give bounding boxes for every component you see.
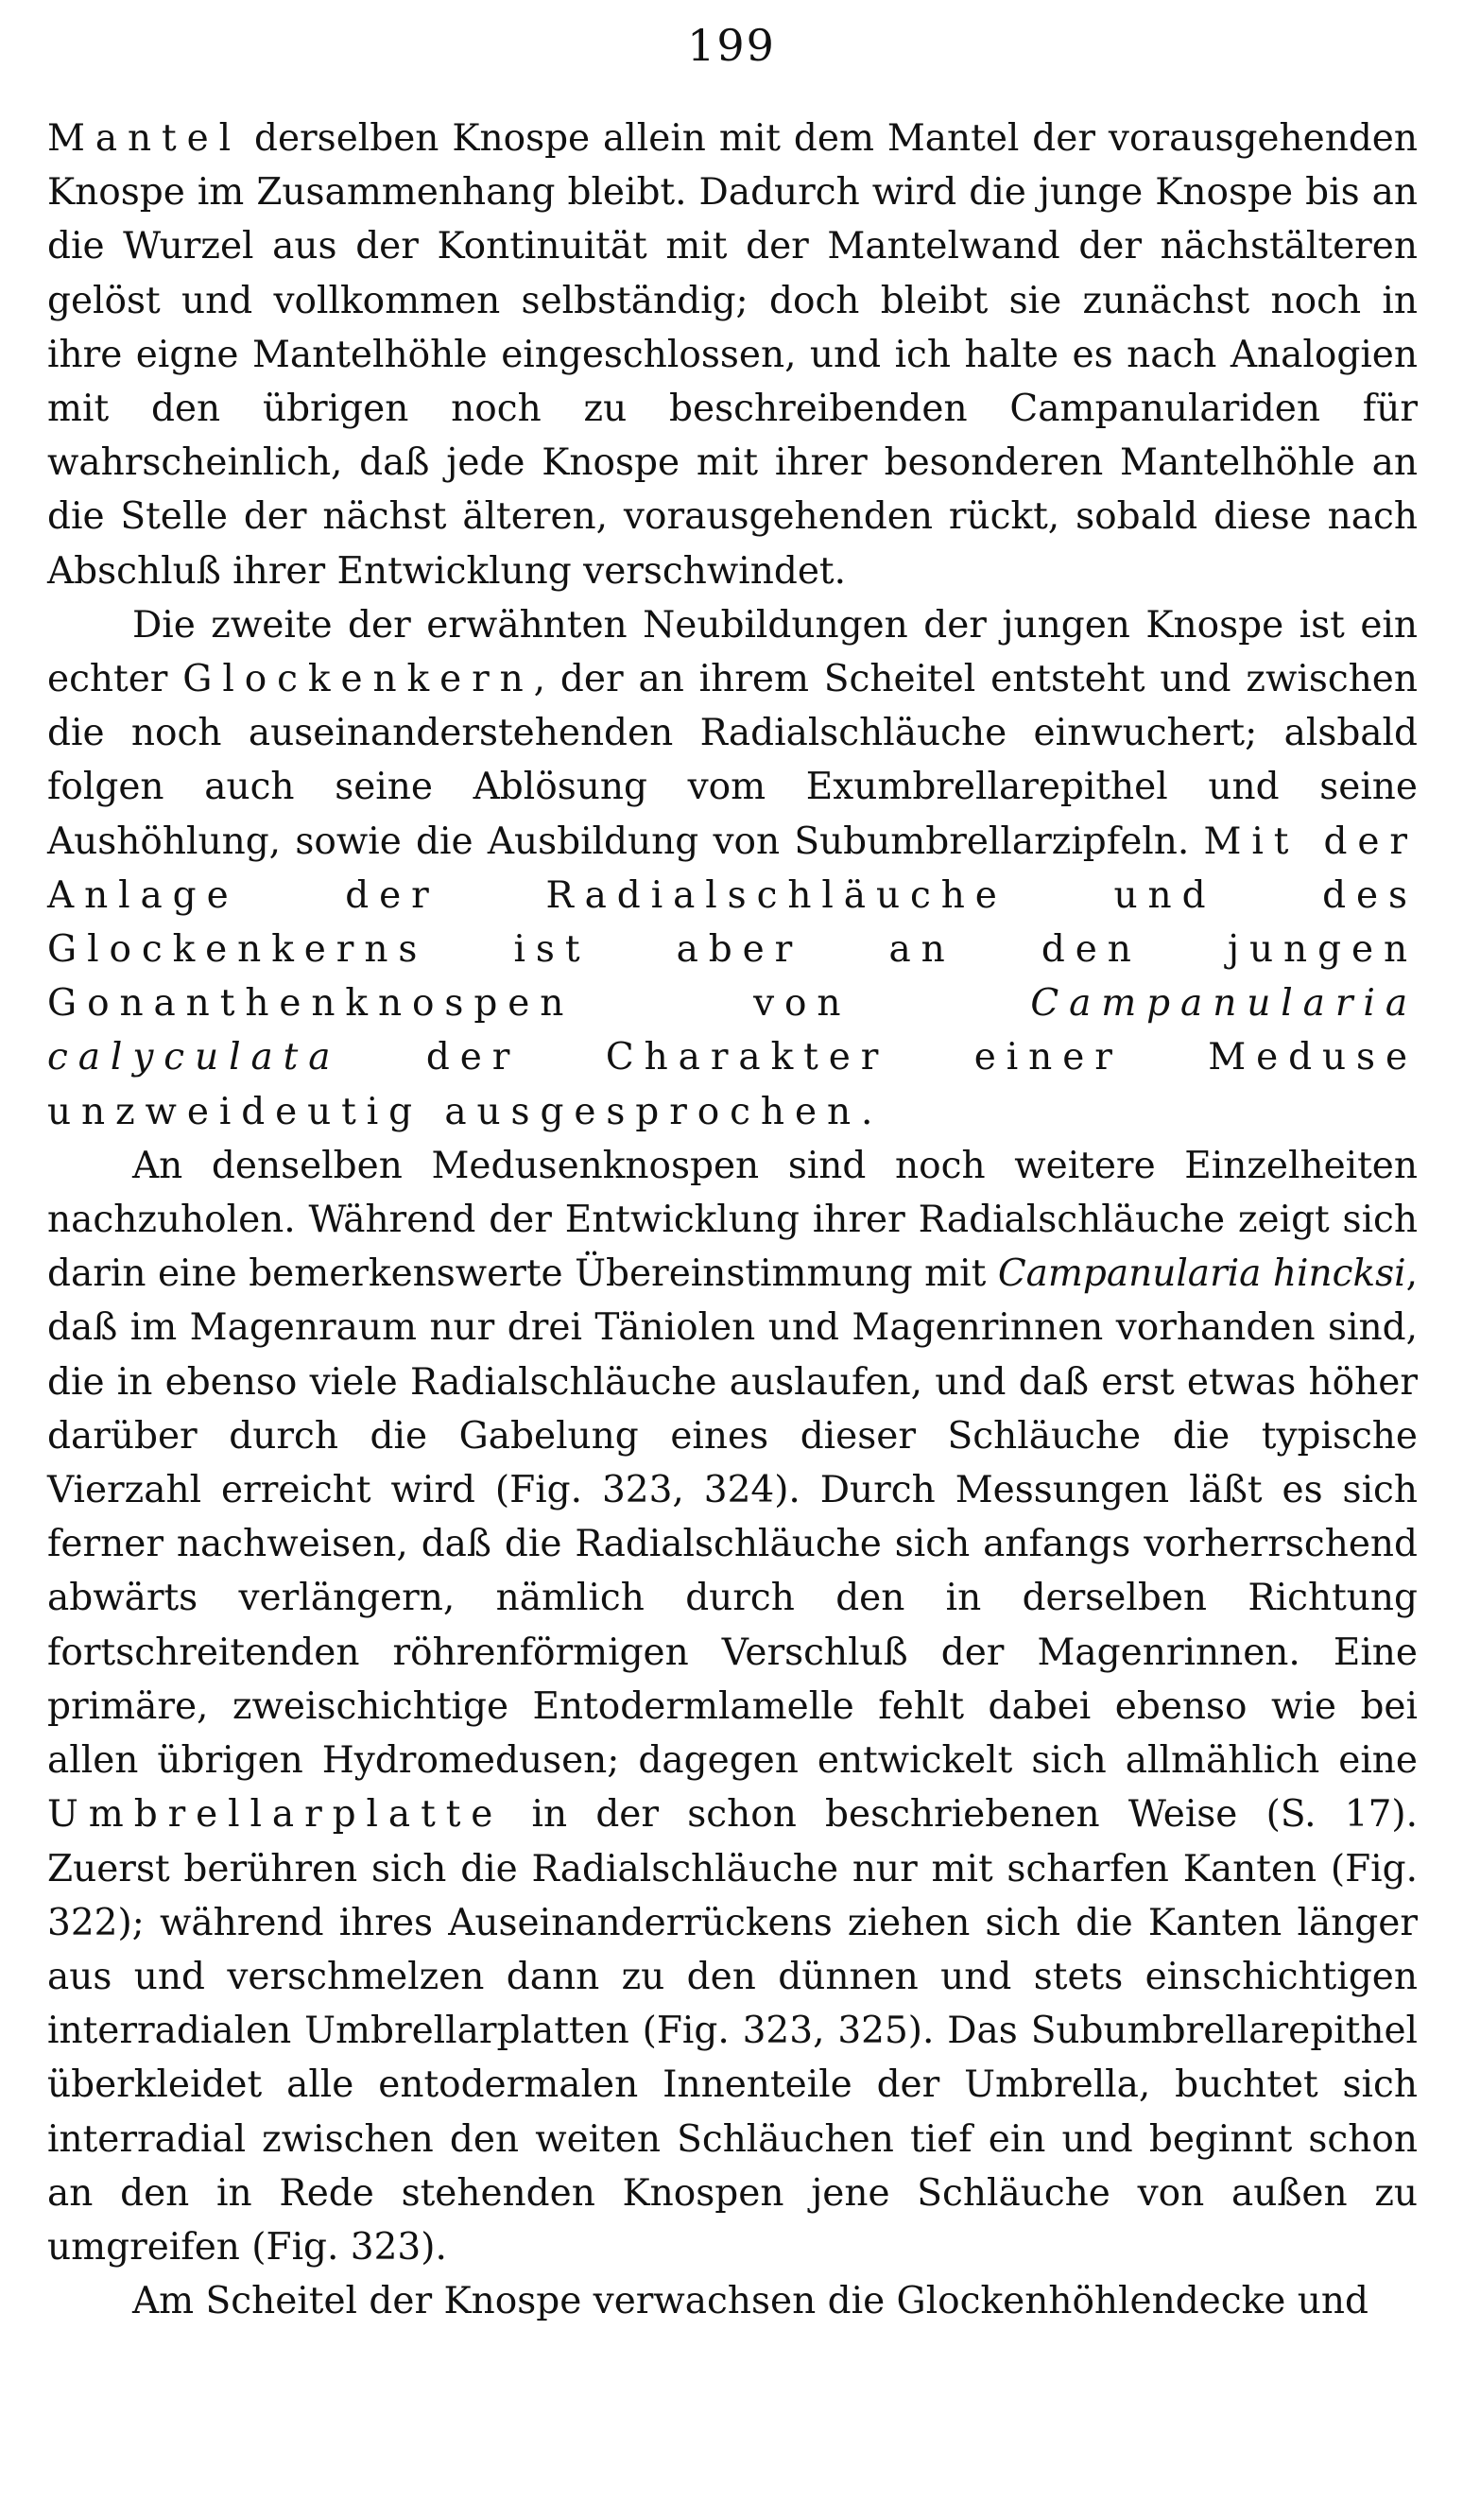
- body-text: [47, 112, 1418, 2328]
- text-segment: Mit der Anlage der Radialschläuche und des Glockenkerns ist aber an den jungen Gonanthenknospen von: [47, 820, 1418, 1026]
- text-segment: Campanularia hincksi: [997, 1252, 1406, 1296]
- text-segment: , der an ihrem Scheitel entsteht und zwischen die noch auseinanderstehenden Radialschläuche einwuchert; alsbald folgen auch seine Ablösung vom Exumbrellarepithel und seine Aushöhlung, sowie die Ausbildung von Subumbrellarzipfeln.: [47, 658, 1419, 863]
- text-segment: Die zweite der erwähnten Neubildungen der jungen Knospe ist ein echter: [47, 603, 1418, 701]
- paragraph: [47, 1139, 1418, 2274]
- text-segment: Mantel: [47, 117, 242, 160]
- text-segment: An denselben Medusenknospen sind noch weitere Einzelheiten nachzuholen. Während der Entwicklung ihrer Radialschläuche zeigt sich darin eine bemerkenswerte Übereinstimmung mit: [47, 1144, 1418, 1296]
- text-segment: , daß im Magenraum nur drei Täniolen und Magenrinnen vorhanden sind, die in ebenso viele Radialschläuche auslaufen, und daß erst etwas höher darüber durch die Gabelung eines dieser Schläuche die typische Vierzahl erreicht wird (Fig. 323, 324). Durch Messungen läßt es sich ferner nachweisen, daß die Radialschläuche sich anfangs vorherrschend abwärts verlängern, nämlich durch den in derselben Richtung fortschreitenden röhrenförmigen Verschluß der Magenrinnen. Eine primäre, zweischichtige Entodermlamelle fehlt dabei ebenso wie bei allen übrigen Hydromedusen; dagegen entwickelt sich allmählich eine: [47, 1252, 1419, 1783]
- text-segment: derselben Knospe allein mit dem Mantel der vorausgehenden Knospe im Zusammenhang bleibt. Dadurch wird die junge Knospe bis an die Wurzel aus der Kontinuität mit der Mantelwand der nächstälteren gelöst und vollkommen selbständig; doch bleibt sie zunächst noch in ihre eigne Mantelhöhle eingeschlossen, und ich halte es nach Analogien mit den übrigen noch zu beschreibenden Campanulariden für wahrscheinlich, daß jede Knospe mit ihrer besonderen Mantelhöhle an die Stelle der nächst älteren, vorausgehenden rückt, sobald diese nach Abschluß ihrer Entwicklung verschwindet.: [47, 117, 1418, 593]
- paragraph: [47, 2274, 1418, 2328]
- paragraph: [47, 112, 1418, 598]
- text-segment: der Charakter einer Meduse unzweideutig ausgesprochen.: [47, 1036, 1418, 1133]
- text-segment: in der schon beschriebenen Weise (S. 17). Zuerst berühren sich die Radialschläuche nur mit scharfen Kanten (Fig. 322); während ihres Auseinanderrückens ziehen sich die Kanten länger aus und verschmelzen dann zu den dünnen und stets einschichtigen interradialen Umbrellarplatten (Fig. 323, 325). Das Subumbrellarepithel überkleidet alle entodermalen Innenteile der Umbrella, buchtet sich interradial zwischen den weiten Schläuchen tief ein und beginnt schon an den in Rede stehenden Knospen jene Schläuche von außen zu umgreifen (Fig. 323).: [47, 1793, 1418, 2269]
- paragraph: [47, 598, 1418, 1139]
- page-number: 199: [687, 20, 776, 71]
- text-segment: Am Scheitel der Knospe verwachsen die Glockenhöhlendecke und: [132, 2280, 1368, 2323]
- text-segment: Umbrellarplatte: [47, 1793, 504, 1837]
- text-segment: Glockenkern: [182, 658, 534, 701]
- text-segment: Campanularia calyculata: [47, 982, 1418, 1079]
